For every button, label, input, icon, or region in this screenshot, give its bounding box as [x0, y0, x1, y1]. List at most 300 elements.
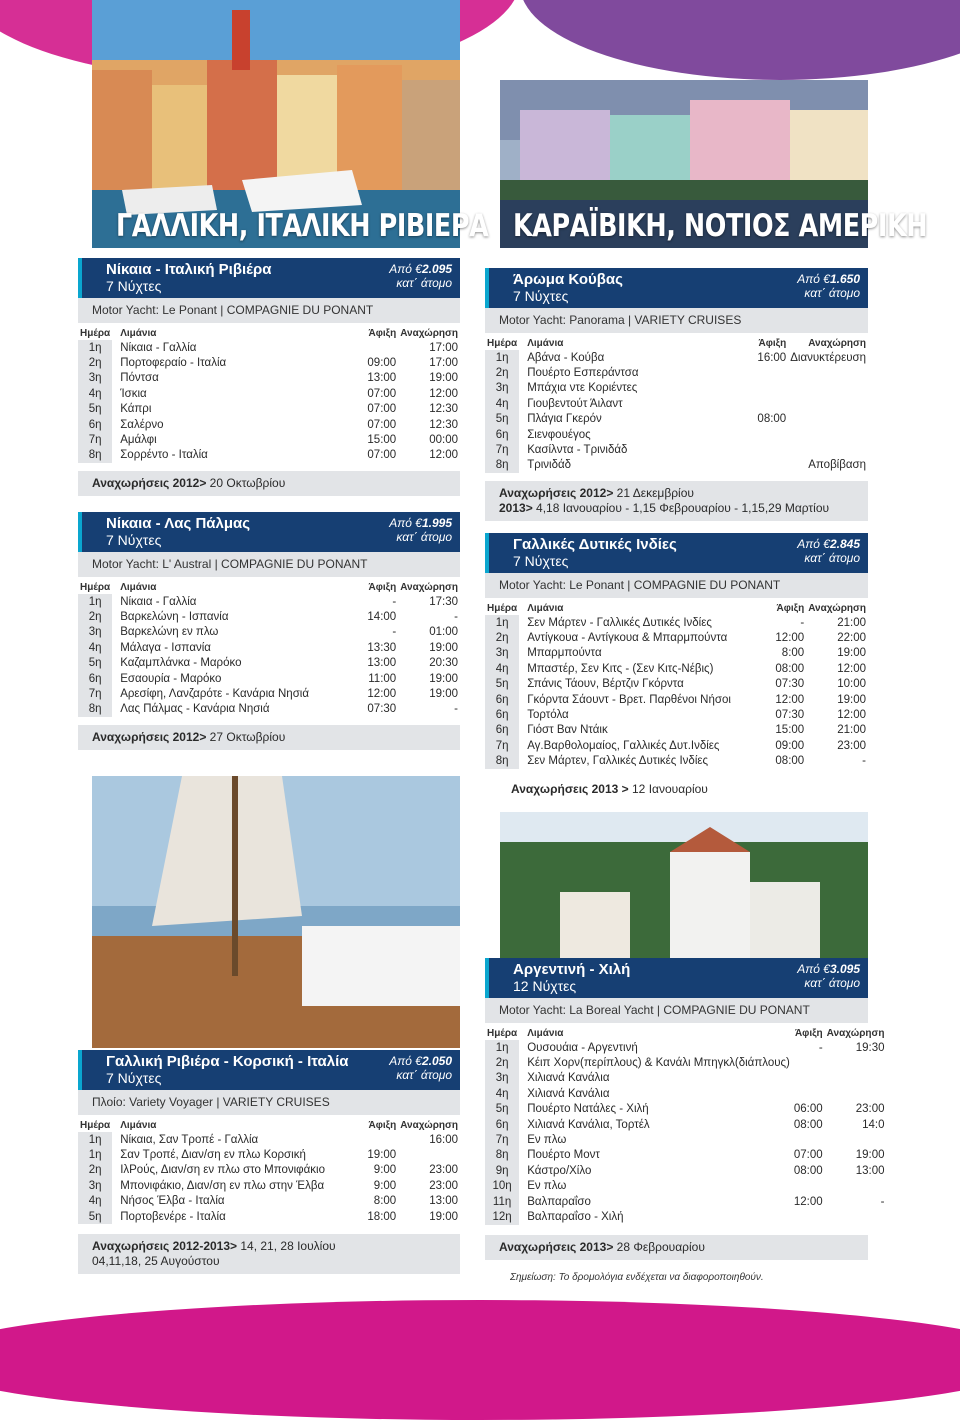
departures	[485, 1235, 868, 1260]
port-cell: Σαν Τροπέ, Διαν/ση εν πλω Κορσική	[120, 1149, 306, 1162]
arrival-cell	[340, 1132, 398, 1147]
table-row	[485, 1086, 886, 1101]
cruise-name: Αργεντινή - Χιλή	[513, 961, 631, 978]
col-arrival-header: Άφιξη	[758, 338, 787, 349]
price-per: κατ΄ άτομο	[804, 551, 860, 565]
cruise-name: Άρωμα Κούβας	[513, 271, 623, 288]
day-cell: 2η	[78, 355, 112, 370]
table-row	[78, 386, 460, 401]
day-cell: 3η	[78, 1178, 112, 1193]
arrival-cell: 11:00	[368, 672, 397, 685]
departures-dates: 14, 21, 28 Ιουλίου	[237, 1239, 336, 1254]
ship-info: Motor Yacht: La Boreal Yacht | COMPAGNIE DU PONANT	[485, 998, 868, 1023]
decor-blob-top-right	[520, 0, 960, 80]
cruise-nights: 7 Νύχτες	[106, 278, 162, 294]
day-cell: 5η	[78, 1209, 112, 1224]
day-cell: 5η	[485, 677, 519, 692]
col-port-header: Λιμάνια	[120, 328, 157, 339]
departures-dates-2: 04,11,18, 25 Αυγούστου	[92, 1254, 220, 1269]
table-row	[485, 442, 868, 457]
arrival-cell	[340, 340, 398, 355]
arrival-cell: 08:00	[775, 662, 805, 675]
arrival-cell: 09:00	[775, 739, 805, 752]
port-cell: Μάλαγα - Ισπανία	[120, 641, 211, 654]
departure-cell: 23:00	[855, 1103, 885, 1116]
arrival-cell: -	[392, 595, 397, 608]
table-row	[485, 396, 868, 411]
arrival-cell: 07:30	[367, 703, 397, 716]
departures	[78, 1234, 460, 1274]
departure-cell: 19:00	[837, 647, 866, 660]
arrival-cell: 8:00	[373, 1195, 397, 1208]
departure-cell	[788, 365, 868, 380]
cruise-header	[485, 268, 868, 308]
arrival-cell	[792, 1071, 825, 1086]
table-row	[485, 381, 868, 396]
departure-cell: 23:00	[429, 1164, 458, 1177]
arrival-cell	[730, 365, 788, 380]
section-title-riviera: ΓΑΛΛΙΚΗ, ΙΤΑΛΙΚΗ ΡΙΒΙΕΡΑ	[116, 208, 489, 244]
day-cell: 5η	[485, 412, 519, 427]
cruise-nights: 7 Νύχτες	[513, 553, 569, 569]
cruise-card-cuba	[485, 268, 868, 521]
departure-cell	[825, 1179, 887, 1194]
departure-cell	[788, 427, 868, 442]
departure-cell: -	[862, 755, 866, 768]
arrival-cell: 8:00	[781, 647, 805, 660]
departure-cell: 19:00	[429, 372, 458, 385]
price-prefix: Από €	[389, 516, 422, 530]
port-cell: Σπάνις Τάουν, Βέρτζιν Γκόρντα	[527, 678, 684, 691]
port-cell: Μπαρμπούντα	[527, 647, 602, 660]
day-cell: 6η	[485, 707, 519, 722]
departure-cell: 12:00	[837, 709, 866, 722]
price-value: 2.095	[421, 262, 452, 276]
port-cell: Σορρέντο - Ιταλία	[120, 449, 208, 462]
cruise-nights: 7 Νύχτες	[513, 288, 569, 304]
arrival-cell: 07:00	[367, 387, 397, 400]
table-row	[485, 723, 868, 738]
departure-cell	[398, 1147, 460, 1162]
departure-cell: 21:00	[837, 724, 866, 737]
price-block	[389, 516, 452, 544]
price-per: κατ΄ άτομο	[396, 530, 452, 544]
arrival-cell: 08:00	[757, 413, 787, 426]
cruise-name: Γαλλικές Δυτικές Ινδίες	[513, 536, 677, 553]
cruise-name: Νίκαια - Ιταλική Ριβιέρα	[106, 261, 272, 278]
arrival-cell: 12:00	[775, 693, 805, 706]
departure-cell: 19:00	[429, 672, 458, 685]
price-prefix: Από €	[389, 262, 422, 276]
cruise-header	[78, 258, 460, 298]
cruise-header	[78, 1050, 460, 1090]
day-cell: 1η	[78, 1147, 112, 1162]
port-cell: Βαρκελώνη εν πλω	[120, 626, 219, 639]
day-cell: 7η	[485, 442, 519, 457]
departure-cell: Αποβίβαση	[808, 459, 866, 472]
arrival-cell: 07:00	[367, 418, 397, 431]
port-cell: Πόντσα	[120, 372, 159, 385]
port-cell: Ίσκια	[120, 387, 147, 400]
day-cell: 6η	[78, 417, 112, 432]
day-cell: 6η	[485, 1117, 519, 1132]
arrival-cell: 19:00	[367, 1149, 397, 1162]
port-cell: Κασίλντα - Τρινιδάδ	[527, 444, 628, 457]
day-cell: 1η	[485, 1040, 519, 1055]
day-cell: 9η	[485, 1163, 519, 1178]
day-cell: 8η	[78, 448, 112, 463]
arrival-cell: 15:00	[367, 434, 397, 447]
table-row	[485, 412, 868, 427]
arrival-cell: 16:00	[757, 351, 787, 364]
day-cell: 6η	[485, 427, 519, 442]
price-block	[797, 537, 860, 565]
arrival-cell: -	[392, 626, 397, 639]
departure-cell: -	[454, 611, 458, 624]
departure-cell: 17:00	[429, 341, 458, 354]
col-day-header: Ημέρα	[487, 1028, 518, 1039]
day-cell: 5η	[485, 1102, 519, 1117]
table-row	[78, 432, 460, 447]
arrival-cell	[730, 442, 788, 457]
table-row	[78, 1132, 460, 1147]
day-cell: 1η	[78, 340, 112, 355]
table-row	[485, 615, 868, 630]
port-cell: Λας Πάλμας - Κανάρια Νησιά	[120, 703, 270, 716]
departure-cell: 12:00	[429, 449, 458, 462]
table-row	[485, 458, 868, 473]
table-row	[485, 677, 868, 692]
col-departure-header: Αναχώρηση	[400, 582, 458, 593]
departure-cell: 17:00	[429, 357, 458, 370]
arrival-cell: 07:30	[775, 709, 805, 722]
day-cell: 4η	[78, 386, 112, 401]
cruise-card-west-indies	[485, 533, 868, 802]
col-day-header: Ημέρα	[80, 1120, 111, 1131]
col-arrival-header: Άφιξη	[776, 603, 805, 614]
price-value: 2.050	[421, 1054, 452, 1068]
price-prefix: Από €	[797, 537, 830, 551]
col-departure-header: Αναχώρηση	[826, 1028, 885, 1039]
departure-cell	[788, 381, 868, 396]
day-cell: 3η	[485, 381, 519, 396]
table-row	[485, 692, 868, 707]
day-cell: 1η	[78, 594, 112, 609]
port-cell: Ουσουάια - Αργεντινή	[527, 1041, 638, 1054]
day-cell: 10η	[485, 1179, 519, 1194]
table-row	[78, 402, 460, 417]
photo-ship-deck	[92, 776, 460, 1048]
day-cell: 12η	[485, 1209, 519, 1224]
port-cell: Τρινιδάδ	[527, 459, 572, 472]
price-prefix: Από €	[797, 272, 830, 286]
departure-cell: 12:30	[429, 403, 458, 416]
port-cell: Κάπρι	[120, 403, 152, 416]
port-cell: Βαλπαραΐσο - Χιλή	[527, 1210, 624, 1223]
departures	[78, 725, 460, 750]
port-cell: Πουέρτο Εσπεράντσα	[527, 367, 639, 380]
table-row	[485, 754, 868, 769]
cruise-card-nice-las-palmas	[78, 512, 460, 750]
price-value: 1.650	[829, 272, 860, 286]
cruise-card-riviera-corsica	[78, 1050, 460, 1274]
price-per: κατ΄ άτομο	[804, 286, 860, 300]
table-row	[78, 1163, 460, 1178]
table-row	[78, 640, 460, 655]
day-cell: 1η	[78, 1132, 112, 1147]
departure-cell: 23:00	[429, 1179, 458, 1192]
day-cell: 4η	[78, 1194, 112, 1209]
port-cell: Γκόρντα Σάουντ - Βρετ. Παρθένοι Νήσοι	[527, 693, 731, 706]
port-cell: Πορτοβενέρε - Ιταλία	[120, 1210, 226, 1223]
departures-dates-2: 4,18 Ιανουαρίου - 1,15 Φεβρουαρίου - 1,15,29 Μαρτίου	[532, 501, 830, 516]
port-cell: Καζαμπλάνκα - Μαρόκο	[120, 657, 242, 670]
port-cell: Χιλιανά Κανάλια	[527, 1072, 610, 1085]
departure-cell: 19:00	[837, 693, 866, 706]
day-cell: 3η	[485, 646, 519, 661]
col-arrival-header: Άφιξη	[794, 1028, 823, 1039]
day-cell: 4η	[485, 1086, 519, 1101]
table-row	[485, 1163, 886, 1178]
table-row	[78, 1209, 460, 1224]
port-cell: Μπάχια ντε Κοριέντες	[527, 382, 638, 395]
col-departure-header: Αναχώρηση	[808, 603, 866, 614]
port-cell: Σεν Μάρτεν - Γαλλικές Δυτικές Ινδίες	[527, 616, 712, 629]
port-cell: Γιουβεντούτ Άιλαντ	[527, 397, 623, 410]
port-cell: Μπονιφάκιο, Διαν/ση εν πλω στην Έλβα	[120, 1179, 325, 1192]
departure-cell: 13:00	[855, 1164, 885, 1177]
day-cell: 4η	[78, 640, 112, 655]
departure-cell: 12:00	[837, 662, 866, 675]
arrival-cell: 18:00	[367, 1210, 397, 1223]
departure-cell: 19:00	[429, 641, 458, 654]
day-cell: 3η	[485, 1071, 519, 1086]
port-cell: Εσαουρία - Μαρόκο	[120, 672, 222, 685]
port-cell: Νίκαια - Γαλλία	[120, 595, 197, 608]
price-block	[389, 262, 452, 290]
departure-cell	[788, 396, 868, 411]
day-cell: 1η	[485, 615, 519, 630]
port-cell: Αγ.Βαρθολομαίος, Γαλλικές Δυτ.Ινδίες	[527, 739, 720, 752]
port-cell: Αβάνα - Κούβα	[527, 351, 605, 364]
departures-dates: 20 Οκτωβρίου	[206, 476, 286, 491]
ship-info: Motor Yacht: Panorama | VARIETY CRUISES	[485, 308, 868, 333]
table-row	[485, 707, 868, 722]
price-prefix: Από €	[797, 962, 830, 976]
table-row	[78, 609, 460, 624]
table-row	[485, 1209, 886, 1224]
cruise-header	[485, 958, 868, 998]
arrival-cell: 07:00	[793, 1149, 823, 1162]
day-cell: 1η	[485, 350, 519, 365]
col-port-header: Λιμάνια	[527, 1028, 564, 1039]
departure-cell	[825, 1209, 887, 1224]
day-cell: 4η	[485, 396, 519, 411]
departure-cell: 12:30	[429, 418, 458, 431]
arrival-cell	[730, 427, 788, 442]
ship-info: Πλοίο: Variety Voyager | VARIETY CRUISES	[78, 1090, 460, 1115]
itinerary-table	[78, 1119, 460, 1224]
day-cell: 7η	[485, 1132, 519, 1147]
table-row	[78, 448, 460, 463]
table-row	[485, 661, 868, 676]
departure-cell: 19:30	[855, 1041, 885, 1054]
departure-cell: -	[880, 1195, 885, 1208]
departures-label: Αναχωρήσεις 2012>	[92, 730, 207, 745]
arrival-cell: 06:00	[793, 1103, 823, 1116]
port-cell: Νήσος Έλβα - Ιταλία	[120, 1195, 225, 1208]
departures	[78, 471, 460, 496]
departure-cell: 12:00	[429, 387, 458, 400]
cruise-name: Γαλλική Ριβιέρα - Κορσική - Ιταλία	[106, 1053, 349, 1070]
table-row	[78, 371, 460, 386]
port-cell: Νίκαια - Γαλλία	[120, 341, 197, 354]
departure-cell: 13:00	[429, 1195, 458, 1208]
day-cell: 3η	[78, 371, 112, 386]
arrival-cell: 13:00	[367, 372, 397, 385]
table-row	[78, 656, 460, 671]
day-cell: 7η	[485, 738, 519, 753]
cruise-header	[78, 512, 460, 552]
itinerary-table	[485, 337, 868, 473]
port-cell: Σαλέρνο	[120, 418, 164, 431]
day-cell: 2η	[485, 630, 519, 645]
departures-dates: 27 Οκτωβρίου	[206, 730, 286, 745]
table-row	[78, 671, 460, 686]
table-row	[485, 350, 868, 365]
day-cell: 5η	[78, 402, 112, 417]
port-cell: Αρεσίφη, Λανζαρότε - Κανάρια Νησιά	[120, 688, 309, 701]
price-value: 1.995	[421, 516, 452, 530]
table-row	[78, 625, 460, 640]
arrival-cell	[792, 1055, 825, 1070]
port-cell: Πορτοφεραίο - Ιταλία	[120, 357, 227, 370]
arrival-cell	[730, 458, 788, 473]
port-cell: Βαρκελώνη - Ισπανία	[120, 611, 229, 624]
ship-info: Motor Yacht: Le Ponant | COMPAGNIE DU PONANT	[78, 298, 460, 323]
day-cell: 6η	[485, 692, 519, 707]
port-cell: Βαλπαραΐσο	[527, 1195, 591, 1208]
departures-label: Αναχωρήσεις 2013>	[499, 1239, 614, 1254]
departures-label: Αναχωρήσεις 2012-2013>	[92, 1239, 238, 1254]
departures-dates: 12 Ιανουαρίου	[628, 781, 708, 796]
table-row	[78, 1147, 460, 1162]
departures-dates: 28 Φεβρουαρίου	[613, 1239, 705, 1254]
table-row	[485, 1194, 886, 1209]
port-cell: Αμάλφι	[120, 434, 157, 447]
table-row	[485, 1117, 886, 1132]
photo-colonial-town	[500, 812, 868, 958]
day-cell: 2η	[485, 1055, 519, 1070]
cruise-nights: 12 Νύχτες	[513, 978, 577, 994]
cruise-card-argentina-chile	[485, 958, 885, 1260]
itinerary-header-row	[485, 337, 868, 350]
port-cell: Σιενφουέγος	[527, 428, 591, 441]
departure-cell: 19:00	[429, 688, 458, 701]
arrival-cell: 13:30	[367, 641, 397, 654]
price-per: κατ΄ άτομο	[804, 976, 860, 990]
col-arrival-header: Άφιξη	[368, 582, 397, 593]
departure-cell: 01:00	[429, 626, 458, 639]
table-row	[485, 1055, 886, 1070]
arrival-cell: 07:00	[367, 403, 397, 416]
table-row	[78, 340, 460, 355]
itinerary-header-row	[78, 1119, 460, 1132]
arrival-cell: 12:00	[793, 1195, 823, 1208]
arrival-cell: 09:00	[367, 357, 397, 370]
departure-cell: 23:00	[837, 739, 866, 752]
port-cell: Μπαστέρ, Σεν Κιτς - (Σεν Κιτς-Νέβις)	[527, 662, 714, 675]
itinerary-table	[78, 327, 460, 463]
day-cell: 8η	[485, 754, 519, 769]
departure-cell	[825, 1086, 887, 1101]
day-cell: 7η	[78, 432, 112, 447]
arrival-cell	[792, 1086, 825, 1101]
port-cell: Εν πλω	[527, 1180, 567, 1193]
col-arrival-header: Άφιξη	[368, 1120, 397, 1131]
price-value: 2.845	[829, 537, 860, 551]
day-cell: 6η	[485, 723, 519, 738]
price-prefix: Από €	[389, 1054, 422, 1068]
day-cell: 2η	[485, 365, 519, 380]
port-cell: Χιλιανά Κανάλια, Τορτέλ	[527, 1118, 650, 1131]
ship-info: Motor Yacht: L' Austral | COMPAGNIE DU PONANT	[78, 552, 460, 577]
col-port-header: Λιμάνια	[527, 603, 564, 614]
cruise-header	[485, 533, 868, 573]
departures	[485, 777, 868, 802]
departures-label: Αναχωρήσεις 2012>	[92, 476, 207, 491]
departures-label-2: 2013>	[499, 501, 533, 516]
departure-cell: 21:00	[837, 616, 866, 629]
departures-label: Αναχωρήσεις 2012>	[499, 486, 614, 501]
table-row	[78, 1178, 460, 1193]
day-cell: 5η	[78, 656, 112, 671]
port-cell: Κέιπ Χορν(περίπλους) & Κανάλι Μπηγκλ(διάπλους)	[527, 1057, 790, 1070]
table-row	[485, 630, 868, 645]
day-cell: 11η	[485, 1194, 519, 1209]
departure-cell: 19:00	[855, 1149, 885, 1162]
table-row	[78, 355, 460, 370]
col-port-header: Λιμάνια	[120, 1120, 157, 1131]
port-cell: Πουέρτο Μοντ	[527, 1149, 600, 1162]
section-title-caribbean: ΚΑΡΑΪΒΙΚΗ, ΝΟΤΙΟΣ ΑΜΕΡΙΚΗ	[513, 208, 928, 244]
port-cell: Γιόστ Βαν Ντάικ	[527, 724, 608, 737]
departures-label: Αναχωρήσεις 2013 >	[511, 781, 629, 796]
departure-cell: 19:00	[429, 1210, 458, 1223]
day-cell: 2η	[78, 609, 112, 624]
itinerary-header-row	[485, 602, 868, 615]
col-departure-header: Αναχώρηση	[400, 328, 458, 339]
day-cell: 8η	[78, 702, 112, 717]
cruise-name: Νίκαια - Λας Πάλμας	[106, 515, 251, 532]
itinerary-header-row	[78, 581, 460, 594]
arrival-cell: 12:00	[367, 688, 397, 701]
price-value: 3.095	[829, 962, 860, 976]
itinerary-table	[485, 602, 868, 769]
ship-info: Motor Yacht: Le Ponant | COMPAGNIE DU PONANT	[485, 573, 868, 598]
table-row	[485, 1148, 886, 1163]
col-port-header: Λιμάνια	[527, 338, 564, 349]
day-cell: 3η	[78, 625, 112, 640]
col-port-header: Λιμάνια	[120, 582, 157, 593]
col-day-header: Ημέρα	[80, 582, 111, 593]
arrival-cell: 14:00	[367, 611, 397, 624]
departure-cell	[788, 412, 868, 427]
price-block	[797, 272, 860, 300]
price-block	[389, 1054, 452, 1082]
day-cell: 8η	[485, 458, 519, 473]
itinerary-table	[485, 1027, 886, 1225]
